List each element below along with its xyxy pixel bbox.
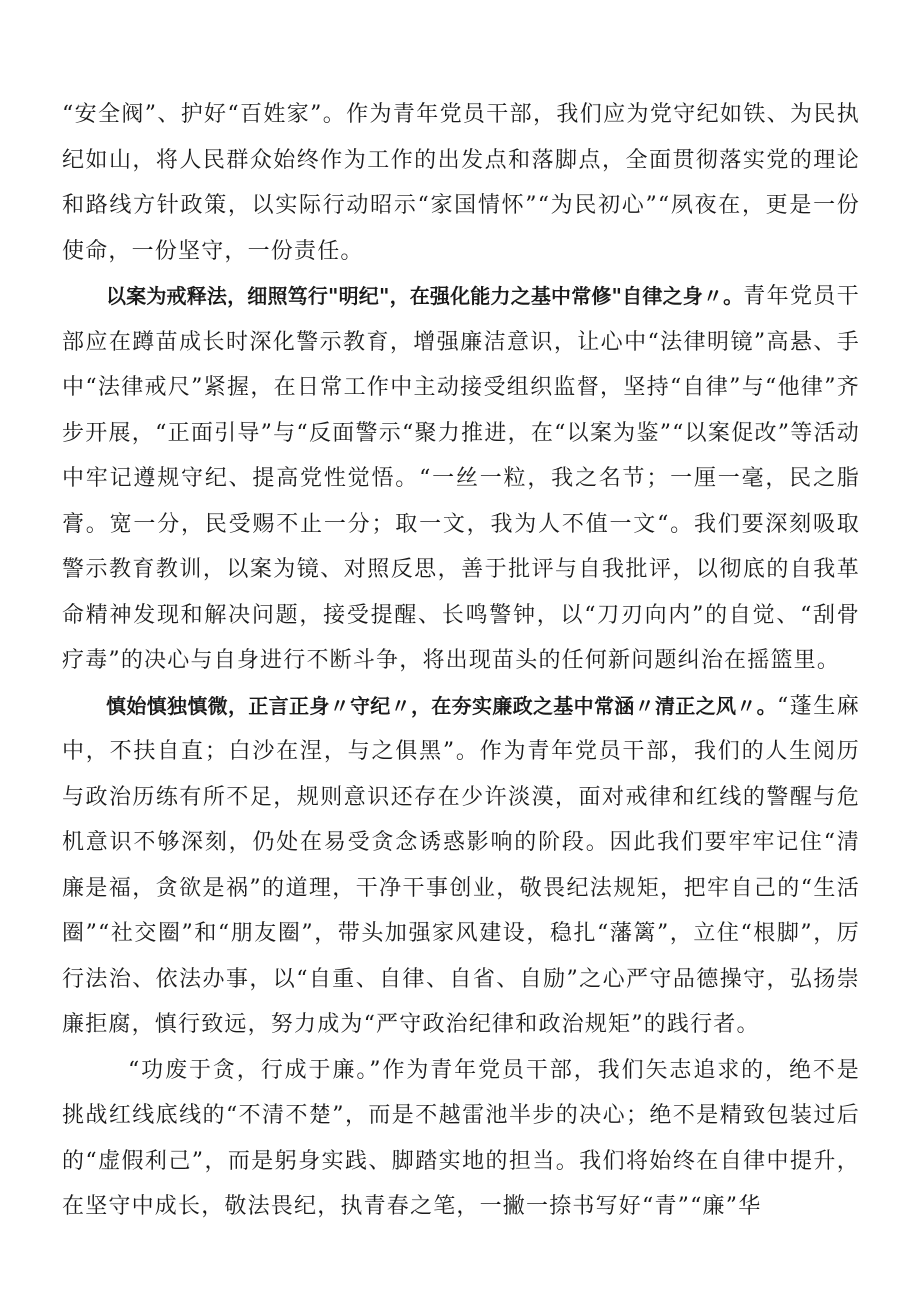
paragraph-3-text: “蓬生麻中，不扶自直；白沙在涅，与之俱黑”。作为青年党员干部，我们的人生阅历与政治历练有所不足，规则意识还存在少许淡漠，面对戒律和红线的警醒与危机意识不够深刻，仍处在易受贪念诱惑影响的阶段。因此我们要牢牢记住“清廉是福，贪欲是祸”的道理，干净干事创业，敬畏纪法规矩，把牢自己的“生活圈”“社交圈”和“朋友圈”，带头加强家风建设，稳扎“藩篱”，立住“根脚”，厉行法治、依法办事，以“自重、自律、自省、自励”之心严守品德操守，弘扬崇廉拒腐，慎行致远，努力成为“严守政治纪律和政治规矩”的践行者。 — [62, 693, 860, 1037]
document-page — [62, 92, 860, 1230]
paragraph-1 — [62, 92, 860, 274]
paragraph-4 — [62, 1048, 860, 1230]
paragraph-2-heading: 以案为戒释法，细照笃行"明纪"，在强化能力之基中常修"自律之身〃。 — [106, 284, 744, 308]
paragraph-1-text: “安全阀”、护好“百姓家”。作为青年党员干部，我们应为党守纪如铁、为民执纪如山，将人民群众始终作为工作的出发点和落脚点，全面贯彻落实党的理论和路线方针政策，以实际行动昭示“家国情怀”“为民初心”“夙夜在，更是一份使命，一份坚守，一份责任。 — [62, 102, 860, 264]
paragraph-2-text: 青年党员干部应在蹲苗成长时深化警示教育，增强廉洁意识，让心中“法律明镜”高悬、手中“法律戒尺”紧握，在日常工作中主动接受组织监督，坚持“自律”与“他律”齐步开展，“正面引导”与“反面警示“聚力推进，在“以案为鉴”“以案促改”等活动中牢记遵规守纪、提高党性觉悟。“一丝一粒，我之名节；一厘一毫，民之脂膏。宽一分，民受赐不止一分；取一文，我为人不值一文“。我们要深刻吸取警示教育教训，以案为镜、对照反思，善于批评与自我批评，以彻底的自我革命精神发现和解决问题，接受提醒、长鸣警钟，以“刀刃向内”的自觉、“刮骨疗毒”的决心与自身进行不断斗争，将出现苗头的任何新问题纠治在摇篮里。 — [62, 284, 860, 673]
paragraph-3-heading: 慎始慎独慎微，正言正身〃守纪〃，在夯实廉政之基中常涵〃清正之风〃。 — [106, 693, 777, 718]
paragraph-2 — [62, 274, 860, 684]
paragraph-4-text: “功废于贪，行成于廉。”作为青年党员干部，我们矢志追求的，绝不是挑战红线底线的“不清不楚”，而是不越雷池半步的决心；绝不是精致包装过后的“虚假利己”，而是躬身实践、脚踏实地的担当。我们将始终在自律中提升，在坚守中成长，敬法畏纪，执青春之笔，一撇一捺书写好“青”“廉”华 — [62, 1057, 860, 1219]
paragraph-3 — [62, 684, 860, 1048]
